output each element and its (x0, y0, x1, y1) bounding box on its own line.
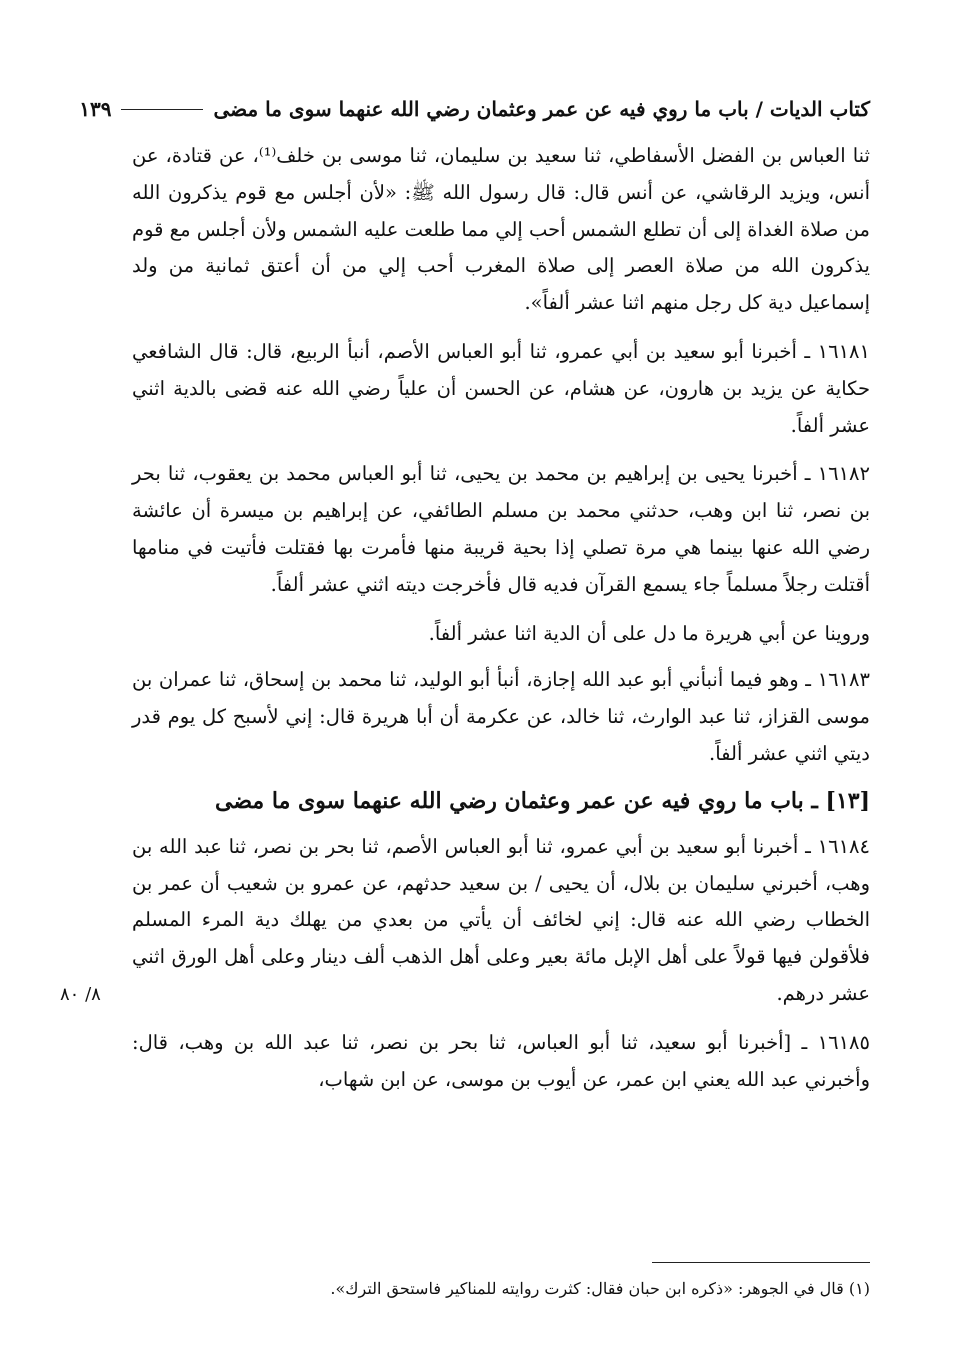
hadith-16183: ١٦١٨٣ ـ وهو فيما أنبأني أبو عبد الله إجازة، أنبأ أبو الوليد، ثنا محمد بن إسحاق، ثنا عمران بن موسى القزاز، ثنا عبد الوارث، ثنا خالد، عن عكرمة أن أبا هريرة قال: إني لأسبح كل يوم قدر ديتي اثني عشر ألفاً. (132, 668, 870, 765)
page-body (132, 138, 870, 1098)
hadith-16185: ١٦١٨٥ ـ [أخبرنا أبو سعيد، ثنا أبو العباس، ثنا بحر بن نصر، ثنا عبد الله بن وهب، قال: وأخبرني عبد الله يعني ابن عمر، عن أيوب بن موسى، عن ابن شهاب، (132, 1030, 870, 1091)
page-header (79, 92, 870, 126)
page-number: ١٣٩ (79, 97, 112, 121)
header-rule (121, 109, 203, 110)
running-title: كتاب الديات / باب ما روي فيه عن عمر وعثمان رضي الله عنهما سوى ما مضى (213, 97, 870, 121)
margin-reference: ٨/ ٨٠ (60, 984, 101, 1005)
chapter-heading: [١٣] ـ باب ما روي فيه عن عمر وعثمان رضي الله عنهما سوى ما مضى (215, 787, 870, 814)
hadith-16181: ١٦١٨١ ـ أخبرنا أبو سعيد بن أبي عمرو، ثنا أبو العباس الأصم، أنبأ الربيع، قال: قال الشافعي حكاية عن يزيد بن هارون، عن هشام، عن الحسن أن علياً رضي الله عنه قضى بالدية اثني عشر ألفاً. (132, 339, 870, 437)
footnote-rule (652, 1262, 870, 1263)
narration-abu-hurayra: وروينا عن أبي هريرة ما دل على أن الدية اثنا عشر ألفاً. (428, 621, 870, 645)
footnote: (١) قال في الجوهر: «ذكره ابن حبان فقال: كثرت روايته للمناكير فاستحق الترك». (330, 1279, 870, 1298)
hadith-16184: ١٦١٨٤ ـ أخبرنا أبو سعيد بن أبي عمرو، ثنا أبو العباس الأصم، ثنا بحر بن نصر، ثنا عبد الله بن وهب، أخبرني سليمان بن بلال، أن يحيى / بن سعيد حدثهم، عن عمرو بن شعيب أن عمر بن الخطاب رضي الله عنه قال: إني لخائف أن يأتي من بعدي من يهلك دية المرء المسلم فلأقولن فيها قولاً على أهل الإبل مائة بعير وعلى أهل الذهب ألف دينار وعلى أهل الورق اثني عشر درهم. (132, 834, 870, 1005)
paragraph-continuation: ثنا العباس بن الفضل الأسفاطي، ثنا سعيد بن سليمان، ثنا موسى بن خلف⁽¹⁾، عن قتادة، عن أنس، ويزيد الرقاشي، عن أنس قال: قال رسول الله ﷺ: «لأن أجلس مع قوم يذكرون الله من صلاة الغداة إلى أن تطلع الشمس أحب إلي مما طلعت عليه الشمس ولأن أجلس مع قوم يذكرون الله من صلاة العصر إلى صلاة المغرب أحب إلي من أن أعتق ثمانية من ولد إسماعيل دية كل رجل منهم اثنا عشر ألفاً». (132, 144, 870, 315)
hadith-16182: ١٦١٨٢ ـ أخبرنا يحيى بن إبراهيم بن محمد بن يحيى، ثنا أبو العباس محمد بن يعقوب، ثنا بحر بن نصر، ثنا ابن وهب، حدثني محمد بن مسلم الطائفي، عن إبراهيم بن ميسرة أن عائشة رضي الله عنها بينما هي مرة تصلي إذا بحية قريبة منها فأمرت بها فقتلت فأتيت في منامها أقتلت رجلاً مسلماً جاء يسمع القرآن فديه قال فأخرجت ديته اثني عشر ألفاً. (132, 462, 870, 596)
